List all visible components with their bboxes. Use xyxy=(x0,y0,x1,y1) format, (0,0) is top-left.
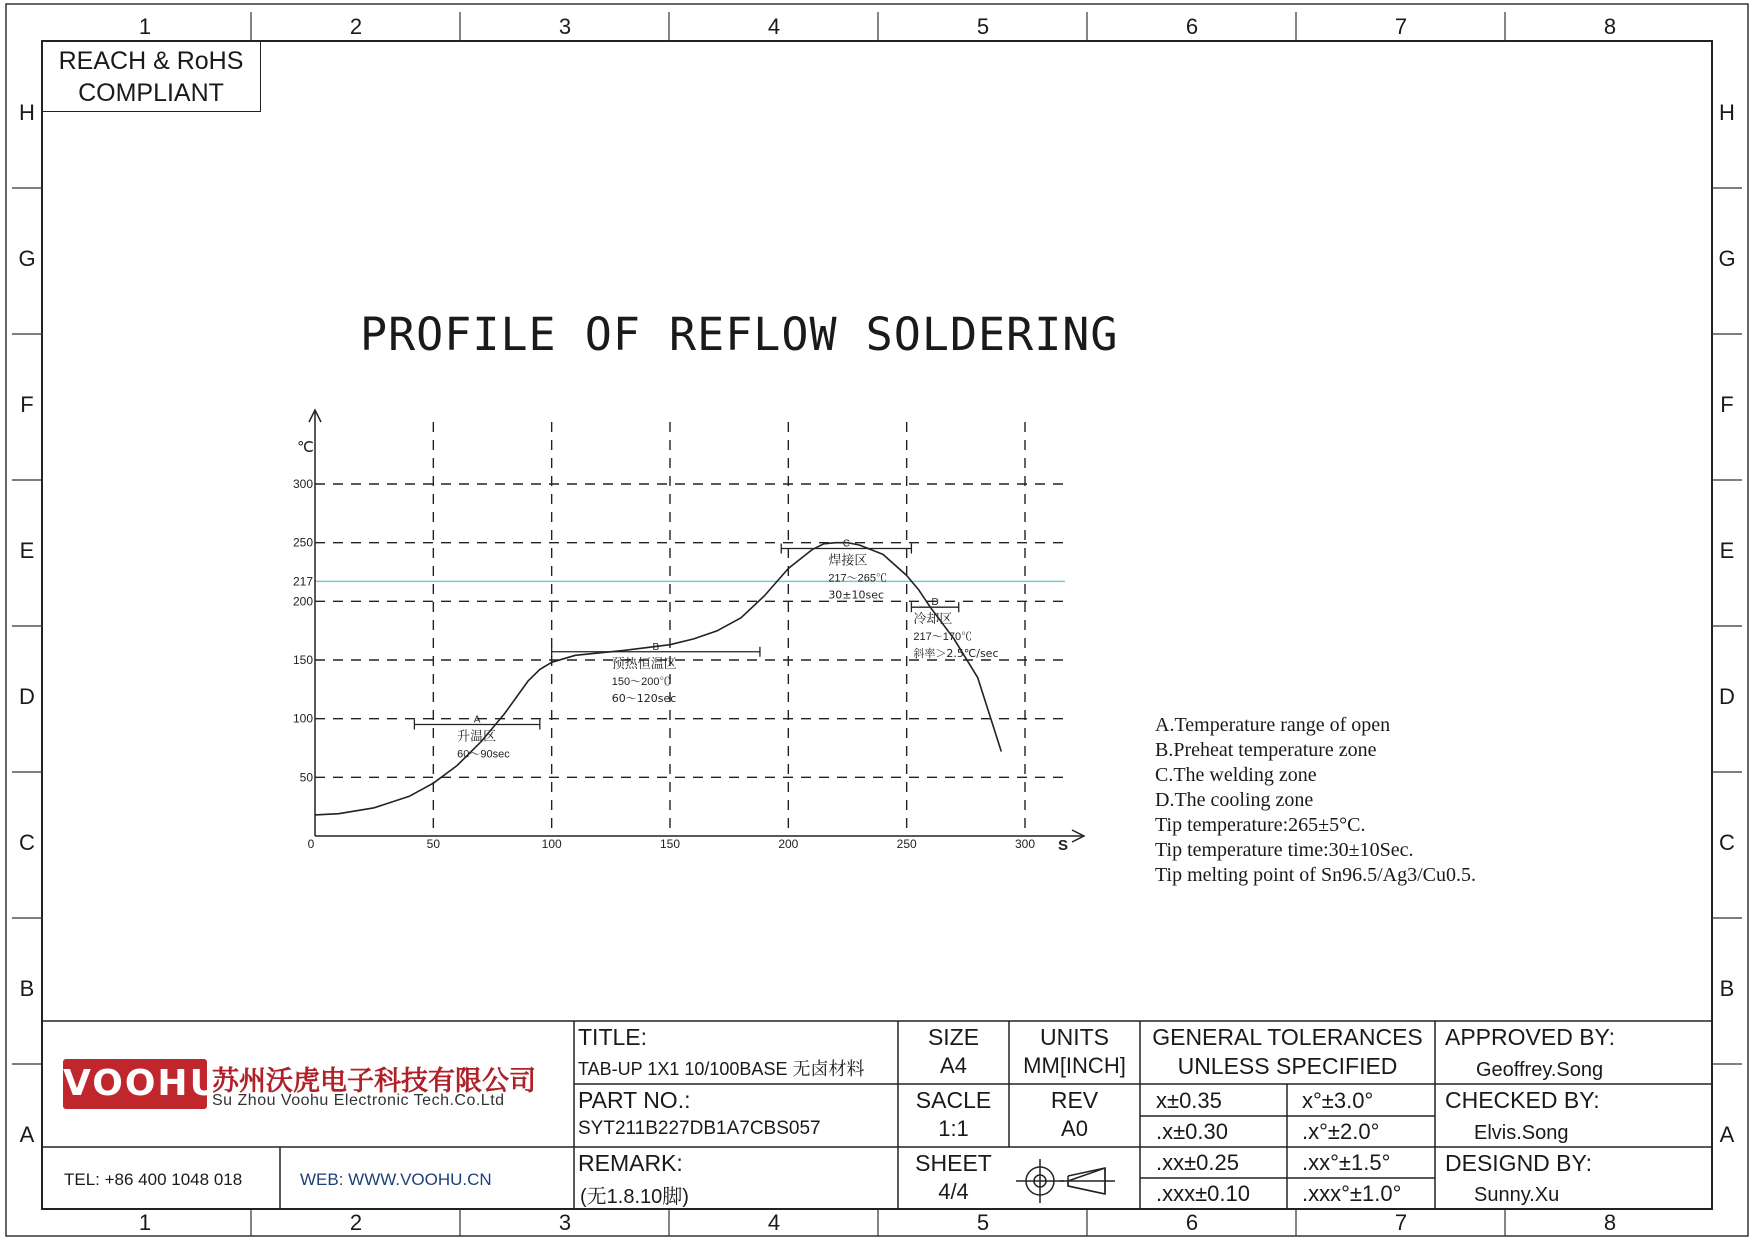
zone-row-A-right: A xyxy=(1719,1122,1735,1147)
compliance-line-2: COMPLIANT xyxy=(78,79,224,107)
zone-col-1-top: 1 xyxy=(138,14,152,39)
zone-col-3-bottom: 3 xyxy=(558,1210,572,1235)
approved-value: Geoffrey.Song xyxy=(1476,1059,1604,1081)
company-logo: VOOHU xyxy=(63,1059,207,1109)
title-label: TITLE: xyxy=(578,1024,648,1050)
units-label: UNITS xyxy=(1040,1024,1109,1050)
tolerance-linear-0: x±0.35 xyxy=(1156,1088,1222,1113)
zone-A-detail-1: 60～90sec xyxy=(457,748,510,761)
zone-col-4-bottom: 4 xyxy=(767,1210,781,1235)
tolerance-linear-1: .x±0.30 xyxy=(1156,1119,1229,1144)
x-tick-200: 200 xyxy=(778,837,799,851)
rev-value: A0 xyxy=(1061,1116,1088,1141)
y-axis-label: ℃ xyxy=(297,439,314,456)
zone-col-8-top: 8 xyxy=(1603,14,1617,39)
tolerance-angular-2: .xx°±1.5° xyxy=(1302,1150,1391,1175)
zone-row-D-right: D xyxy=(1719,684,1735,709)
scale-value: 1:1 xyxy=(938,1116,969,1141)
zone-D-detail-2: 斜率＞2.5℃/sec xyxy=(913,647,999,661)
scale-label: SACLE xyxy=(915,1087,992,1113)
zone-B-label: 预热恒温区 xyxy=(611,656,677,672)
tolerance-header-1: GENERAL TOLERANCES xyxy=(1152,1024,1423,1050)
rev-label: REV xyxy=(1050,1087,1099,1113)
zone-col-6-top: 6 xyxy=(1185,14,1199,39)
zone-row-F-right: F xyxy=(1720,392,1734,417)
zone-col-5-top: 5 xyxy=(976,14,990,39)
zone-row-H-right: H xyxy=(1719,100,1735,125)
zone-row-G-left: G xyxy=(18,246,36,271)
zone-A-label: 升温区 xyxy=(457,729,497,745)
x-tick-150: 150 xyxy=(659,837,681,851)
x-tick-100: 100 xyxy=(541,837,562,851)
x-tick-50: 50 xyxy=(426,837,441,851)
checked-label: CHECKED BY: xyxy=(1445,1087,1600,1113)
designed-label: DESIGND BY: xyxy=(1445,1150,1592,1176)
zone-col-5-bottom: 5 xyxy=(976,1210,990,1235)
zone-col-3-top: 3 xyxy=(558,14,572,39)
remark-value: (无1.8.10脚) xyxy=(580,1186,689,1208)
checked-value: Elvis.Song xyxy=(1474,1122,1569,1144)
zone-D-detail-1: 217～170℃ xyxy=(913,631,973,644)
tolerance-angular-0: x°±3.0° xyxy=(1302,1088,1374,1113)
x-tick-250: 250 xyxy=(896,837,917,851)
zone-col-7-bottom: 7 xyxy=(1394,1210,1408,1235)
zone-row-E-left: E xyxy=(19,538,35,563)
legend-line-a: A.Temperature range of open xyxy=(1155,714,1391,736)
zone-row-A-left: A xyxy=(19,1122,35,1147)
zone-col-6-bottom: 6 xyxy=(1185,1210,1199,1235)
projection-symbol-icon xyxy=(1016,1159,1115,1203)
compliance-line-1: REACH & RoHS xyxy=(58,47,244,75)
zone-D-id: D xyxy=(931,597,939,609)
zone-C-detail-1: 217～265℃ xyxy=(828,572,888,585)
zone-col-2-bottom: 2 xyxy=(349,1210,363,1235)
y-tick-217: 217 xyxy=(292,574,313,589)
y-tick-100: 100 xyxy=(292,711,313,726)
tolerance-angular-3: .xxx°±1.0° xyxy=(1302,1181,1402,1206)
zone-B-id: B xyxy=(652,641,660,653)
partno-value: SYT211B227DB1A7CBS057 xyxy=(578,1118,821,1139)
tolerance-linear-3: .xxx±0.10 xyxy=(1156,1181,1251,1206)
drawing-title: PROFILE OF REFLOW SOLDERING xyxy=(360,308,1119,361)
zone-row-G-right: G xyxy=(1718,246,1736,271)
x-tick-0: 0 xyxy=(307,837,315,851)
y-tick-300: 300 xyxy=(292,477,313,491)
zone-col-1-bottom: 1 xyxy=(138,1210,152,1235)
zone-D-label: 冷却区 xyxy=(913,612,953,628)
partno-label: PART NO.: xyxy=(578,1087,691,1113)
company-name-en: Su Zhou Voohu Electronic Tech.Co.Ltd xyxy=(212,1092,505,1109)
company-tel: TEL: +86 400 1048 018 xyxy=(64,1170,243,1189)
zone-row-D-left: D xyxy=(19,684,35,709)
zone-row-B-left: B xyxy=(19,976,35,1001)
y-tick-50: 50 xyxy=(299,770,313,785)
x-axis-label: S xyxy=(1058,837,1069,854)
zone-C-detail-2: 30±10sec xyxy=(828,588,885,602)
zone-row-C-left: C xyxy=(19,830,35,855)
tolerance-linear-2: .xx±0.25 xyxy=(1156,1150,1240,1175)
approved-label: APPROVED BY: xyxy=(1445,1024,1616,1050)
legend-tip-time: Tip temperature time:30±10Sec. xyxy=(1155,839,1414,861)
zone-row-H-left: H xyxy=(19,100,35,125)
zone-col-4-top: 4 xyxy=(767,14,781,39)
company-name-cn: 苏州沃虎电子科技有限公司 xyxy=(212,1066,536,1097)
designed-value: Sunny.Xu xyxy=(1474,1184,1560,1206)
zone-row-E-right: E xyxy=(1719,538,1735,563)
zone-A-id: A xyxy=(473,714,481,726)
title-value: TAB-UP 1X1 10/100BASE 无卤材料 xyxy=(578,1059,865,1079)
zone-row-F-left: F xyxy=(20,392,34,417)
legend-line-b: B.Preheat temperature zone xyxy=(1155,739,1377,761)
zone-C-id: C xyxy=(842,538,850,550)
tolerance-header-2: UNLESS SPECIFIED xyxy=(1177,1053,1398,1079)
tolerance-angular-1: .x°±2.0° xyxy=(1302,1119,1380,1144)
legend-tip-melt: Tip melting point of Sn96.5/Ag3/Cu0.5. xyxy=(1155,864,1476,886)
legend-line-c: C.The welding zone xyxy=(1155,764,1317,786)
zone-col-8-bottom: 8 xyxy=(1603,1210,1617,1235)
y-tick-250: 250 xyxy=(292,535,313,550)
legend-line-d: D.The cooling zone xyxy=(1155,789,1314,811)
zone-col-7-top: 7 xyxy=(1394,14,1408,39)
y-tick-200: 200 xyxy=(292,594,313,609)
units-value: MM[INCH] xyxy=(1023,1053,1126,1078)
zone-B-detail-1: 150～200℃ xyxy=(611,675,671,688)
zone-row-C-right: C xyxy=(1719,830,1735,855)
zone-row-B-right: B xyxy=(1719,976,1735,1001)
company-web[interactable]: WEB: WWW.VOOHU.CN xyxy=(300,1170,492,1189)
remark-label: REMARK: xyxy=(578,1150,683,1176)
x-tick-300: 300 xyxy=(1014,837,1036,851)
size-value: A4 xyxy=(940,1053,967,1078)
sheet-value: 4/4 xyxy=(938,1179,969,1204)
sheet-label: SHEET xyxy=(915,1150,992,1176)
legend-tip-temp: Tip temperature:265±5°C. xyxy=(1155,814,1366,836)
zone-col-2-top: 2 xyxy=(349,14,363,39)
size-label: SIZE xyxy=(927,1024,980,1050)
zone-C-label: 焊接区 xyxy=(828,553,868,569)
y-tick-150: 150 xyxy=(292,653,313,667)
zone-B-detail-2: 60～120sec xyxy=(611,691,677,705)
